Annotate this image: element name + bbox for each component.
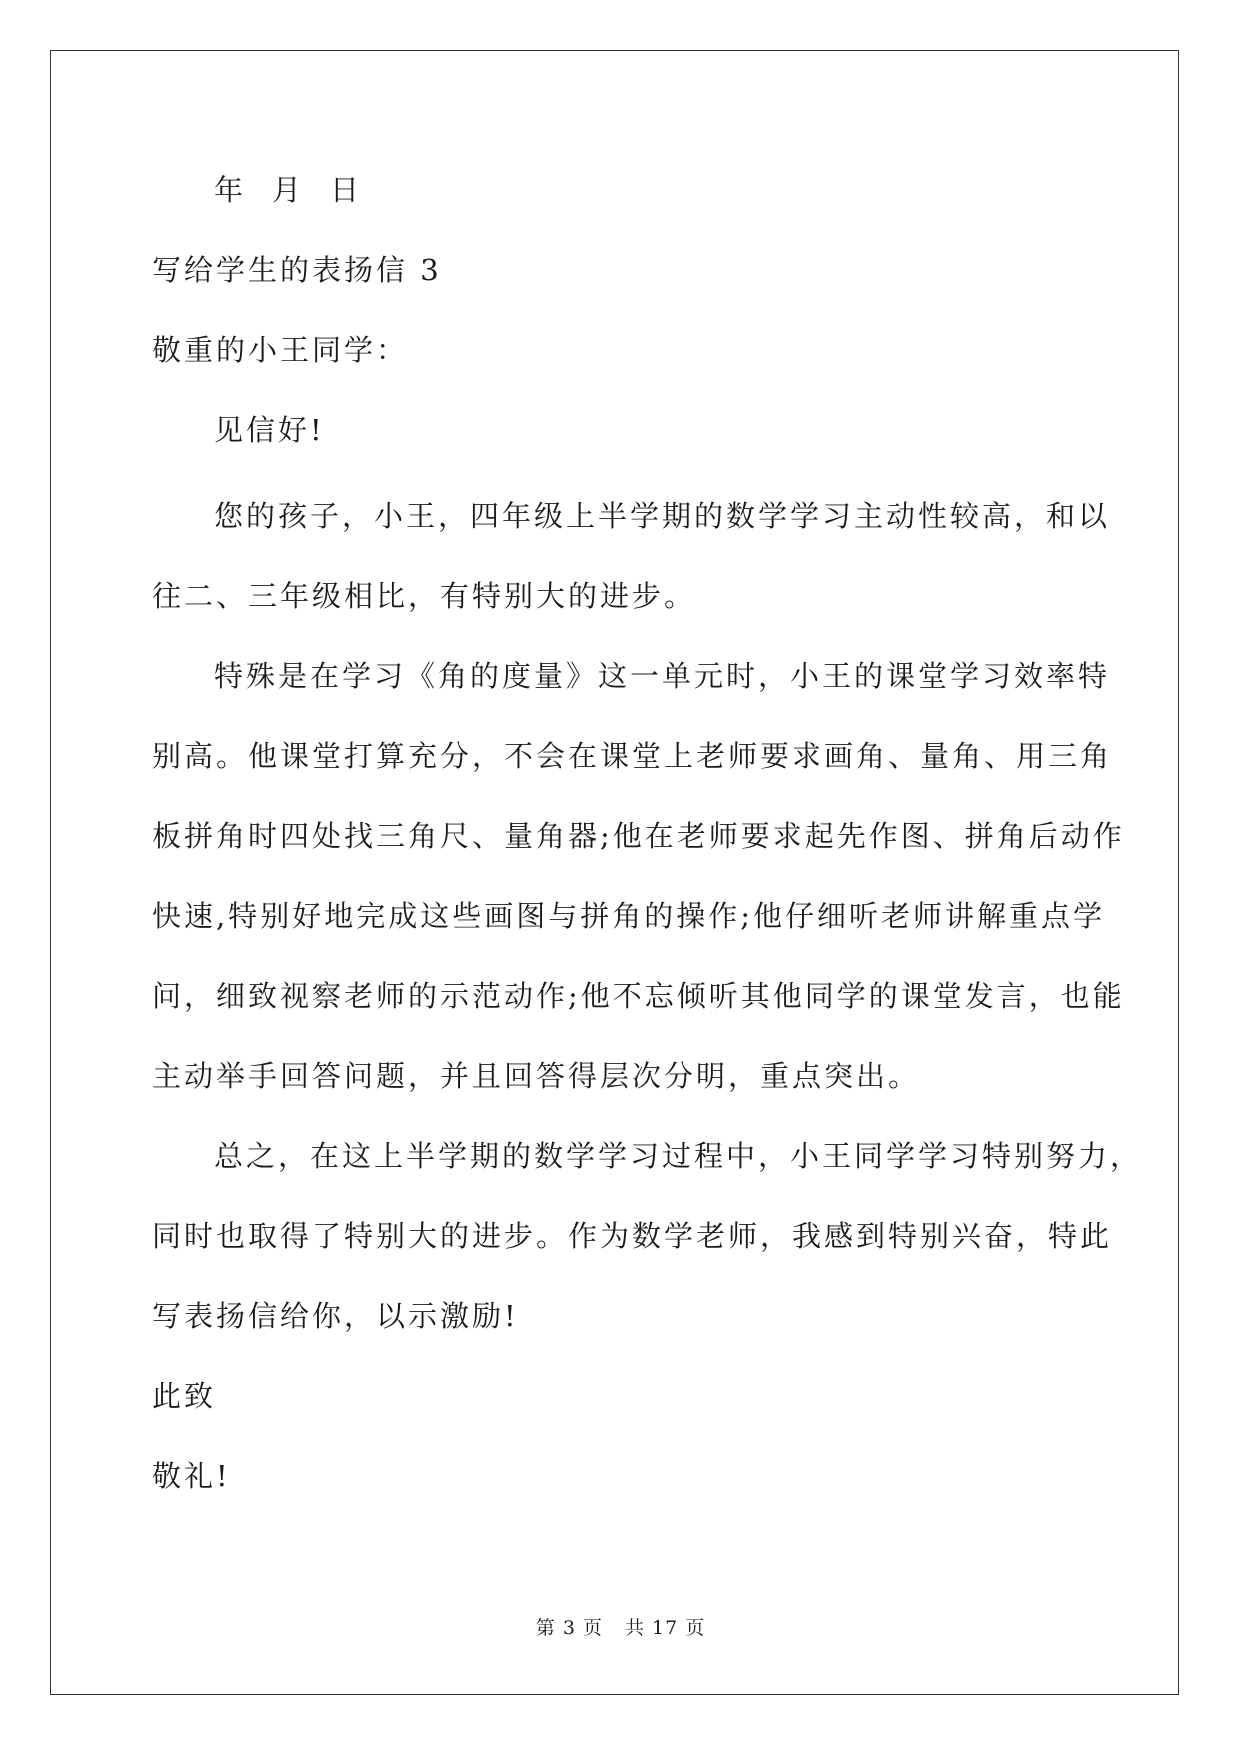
body-line-10: 同时也取得了特别大的进步。作为数学老师，我感到特别兴奋，特此 <box>152 1219 1113 1253</box>
closing-jingli: 敬礼! <box>152 1459 231 1493</box>
date-year: 年 <box>214 173 247 207</box>
date-day: 日 <box>330 173 363 207</box>
salutation: 敬重的小王同学： <box>152 333 409 367</box>
page-footer <box>0 1616 1241 1640</box>
greeting: 见信好! <box>214 413 325 447</box>
page-border <box>50 50 1179 1695</box>
body-line-1: 您的孩子，小王，四年级上半学期的数学学习主动性较高，和以 <box>214 499 1111 533</box>
body-line-6: 快速,特别好地完成这些画图与拼角的操作;他仔细听老师讲解重点学 <box>152 899 1105 933</box>
date-line <box>214 170 388 210</box>
body-line-11: 写表扬信给你，以示激励! <box>152 1299 519 1333</box>
body-line-3: 特殊是在学习《角的度量》这一单元时，小王的课堂学习效率特 <box>214 659 1111 693</box>
footer-total-pages: 共 17 页 <box>624 1617 706 1639</box>
body-line-2: 往二、三年级相比，有特别大的进步。 <box>152 579 697 613</box>
body-line-4: 别高。他课堂打算充分，不会在课堂上老师要求画角、量角、用三角 <box>152 739 1113 773</box>
body-line-7: 问，细致视察老师的示范动作;他不忘倾听其他同学的课堂发言，也能 <box>152 979 1125 1013</box>
letter-title: 写给学生的表扬信 3 <box>152 253 442 287</box>
footer-page-number: 第 3 页 <box>535 1617 603 1639</box>
closing-cizhi: 此致 <box>152 1379 217 1413</box>
body-line-9: 总之，在这上半学期的数学学习过程中，小王同学学习特别努力， <box>214 1139 1143 1173</box>
body-line-8: 主动举手回答问题，并且回答得层次分明，重点突出。 <box>152 1059 921 1093</box>
date-month: 月 <box>272 173 305 207</box>
body-line-5: 板拼角时四处找三角尺、量角器;他在老师要求起先作图、拼角后动作 <box>152 819 1125 853</box>
